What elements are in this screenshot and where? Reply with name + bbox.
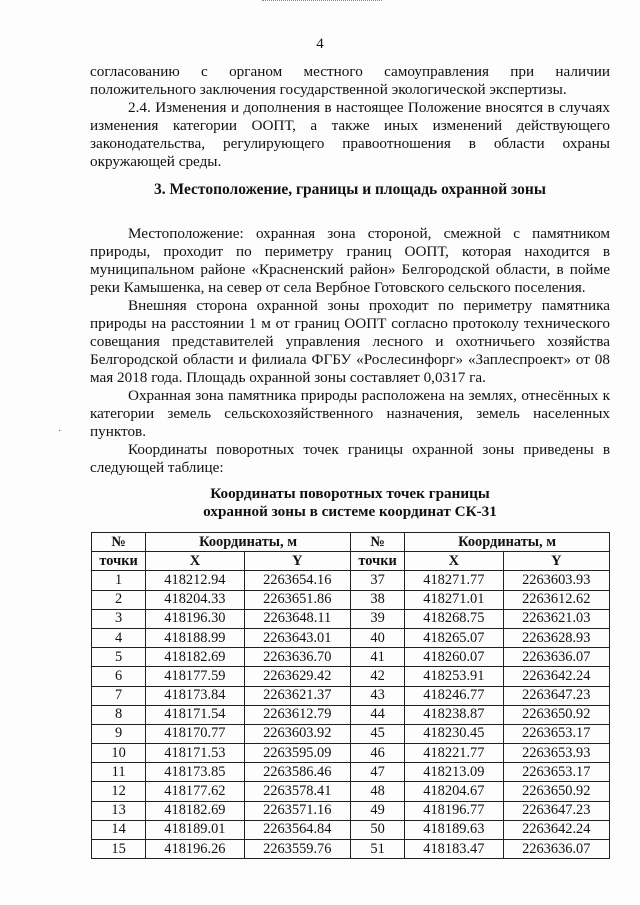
- cell-x: 418170.77: [146, 724, 244, 743]
- header-point-label-2: точки: [350, 552, 404, 571]
- cell-y: 2263642.24: [503, 820, 609, 839]
- paragraph-outer-boundary: Внешняя сторона охранной зоны проходит по периметру памятника природы на расстоянии 1 м от границ ООПТ согласно протоколу технического совещания представителей управления лесного и охотничьего хозяйства Белгородской области и филиала ФГБУ «Рослесинфорг» «Заплеспроект» от 08 мая 2018 года. Площадь охранной зоны составляет 0,0317 га.: [90, 297, 610, 386]
- cell-point-number: 8: [92, 705, 146, 724]
- cell-point-number: 5: [92, 648, 146, 667]
- header-point-number-2: №: [350, 533, 404, 552]
- cell-point-number: 1: [92, 571, 146, 590]
- cell-x: 418204.33: [146, 590, 244, 609]
- cell-y: 2263636.07: [503, 648, 609, 667]
- cell-x: 418171.53: [146, 744, 244, 763]
- cell-y: 2263621.37: [244, 686, 350, 705]
- cell-y: 2263612.79: [244, 705, 350, 724]
- cell-point-number: 9: [92, 724, 146, 743]
- cell-point-number: 42: [350, 667, 404, 686]
- table-header-row-2: [92, 552, 610, 571]
- cell-y: 2263653.17: [503, 763, 609, 782]
- cell-x: 418171.54: [146, 705, 244, 724]
- table-row: [92, 667, 610, 686]
- cell-x: 418238.87: [405, 705, 503, 724]
- table-title-line-1: Координаты поворотных точек границы: [210, 485, 490, 502]
- cell-y: 2263653.93: [503, 744, 609, 763]
- table-title-line-2: охранной зоны в системе координат СК-31: [203, 503, 497, 520]
- cell-y: 2263564.84: [244, 820, 350, 839]
- table-row: [92, 801, 610, 820]
- cell-y: 2263650.92: [503, 705, 609, 724]
- cell-y: 2263636.70: [244, 648, 350, 667]
- cell-x: 418183.47: [405, 840, 503, 859]
- table-row: [92, 782, 610, 801]
- cell-point-number: 6: [92, 667, 146, 686]
- cell-point-number: 44: [350, 705, 404, 724]
- cell-x: 418196.77: [405, 801, 503, 820]
- cell-x: 418260.07: [405, 648, 503, 667]
- cell-y: 2263648.11: [244, 609, 350, 628]
- cell-point-number: 13: [92, 801, 146, 820]
- cell-point-number: 11: [92, 763, 146, 782]
- cell-x: 418246.77: [405, 686, 503, 705]
- cell-x: 418188.99: [146, 628, 244, 647]
- header-coordinates: Координаты, м: [146, 533, 351, 552]
- header-x: X: [146, 552, 244, 571]
- cell-point-number: 14: [92, 820, 146, 839]
- cell-y: 2263653.17: [503, 724, 609, 743]
- table-row: [92, 609, 610, 628]
- cell-x: 418182.69: [146, 801, 244, 820]
- cell-point-number: 2: [92, 590, 146, 609]
- cell-x: 418177.59: [146, 667, 244, 686]
- cell-x: 418265.07: [405, 628, 503, 647]
- cell-point-number: 41: [350, 648, 404, 667]
- cell-y: 2263651.86: [244, 590, 350, 609]
- table-row: [92, 648, 610, 667]
- cell-y: 2263571.16: [244, 801, 350, 820]
- cell-point-number: 47: [350, 763, 404, 782]
- table-title: [90, 485, 610, 521]
- header-coordinates-2: Координаты, м: [405, 533, 610, 552]
- table-row: [92, 840, 610, 859]
- scan-top-mark: [262, 0, 382, 3]
- cell-x: 418213.09: [405, 763, 503, 782]
- cell-x: 418196.30: [146, 609, 244, 628]
- cell-y: 2263621.03: [503, 609, 609, 628]
- table-row: [92, 571, 610, 590]
- cell-point-number: 49: [350, 801, 404, 820]
- cell-x: 418204.67: [405, 782, 503, 801]
- scan-stray-mark: ·: [58, 426, 62, 437]
- cell-point-number: 37: [350, 571, 404, 590]
- cell-point-number: 50: [350, 820, 404, 839]
- paragraph-1-line-1: согласованию с органом местного самоуправления при наличии: [90, 63, 610, 80]
- cell-point-number: 4: [92, 628, 146, 647]
- cell-x: 418230.45: [405, 724, 503, 743]
- cell-x: 418173.85: [146, 763, 244, 782]
- cell-y: 2263603.93: [503, 571, 609, 590]
- table-row: [92, 686, 610, 705]
- cell-point-number: 46: [350, 744, 404, 763]
- table-row: [92, 724, 610, 743]
- cell-x: 418221.77: [405, 744, 503, 763]
- cell-x: 418189.01: [146, 820, 244, 839]
- cell-point-number: 38: [350, 590, 404, 609]
- cell-point-number: 10: [92, 744, 146, 763]
- cell-x: 418173.84: [146, 686, 244, 705]
- table-row: [92, 744, 610, 763]
- cell-point-number: 43: [350, 686, 404, 705]
- table-row: [92, 628, 610, 647]
- header-y: Y: [244, 552, 350, 571]
- cell-y: 2263559.76: [244, 840, 350, 859]
- cell-point-number: 39: [350, 609, 404, 628]
- cell-point-number: 48: [350, 782, 404, 801]
- table-row: [92, 705, 610, 724]
- cell-x: 418177.62: [146, 782, 244, 801]
- cell-point-number: 7: [92, 686, 146, 705]
- coordinates-table: [91, 532, 610, 859]
- cell-x: 418196.26: [146, 840, 244, 859]
- cell-x: 418182.69: [146, 648, 244, 667]
- cell-x: 418271.01: [405, 590, 503, 609]
- section-heading: 3. Местоположение, границы и площадь охранной зоны: [154, 181, 546, 198]
- table-row: [92, 820, 610, 839]
- cell-y: 2263643.01: [244, 628, 350, 647]
- paragraph-coordinates-intro: Координаты поворотных точек границы охранной зоны приведены в следующей таблице:: [90, 441, 610, 476]
- paragraph-1-line-2: положительного заключения государственной экологической экспертизы.: [90, 81, 567, 98]
- cell-x: 418253.91: [405, 667, 503, 686]
- cell-y: 2263647.23: [503, 801, 609, 820]
- cell-point-number: 12: [92, 782, 146, 801]
- cell-x: 418271.77: [405, 571, 503, 590]
- cell-y: 2263650.92: [503, 782, 609, 801]
- cell-y: 2263603.92: [244, 724, 350, 743]
- page-number: 4: [316, 36, 324, 52]
- cell-point-number: 45: [350, 724, 404, 743]
- cell-x: 418268.75: [405, 609, 503, 628]
- header-x-2: X: [405, 552, 503, 571]
- cell-y: 2263629.42: [244, 667, 350, 686]
- cell-point-number: 3: [92, 609, 146, 628]
- cell-y: 2263654.16: [244, 571, 350, 590]
- header-point-label: точки: [92, 552, 146, 571]
- paragraph-location: Местоположение: охранная зона стороной, смежной с памятником природы, проходит по периметру границ ООПТ, которая находится в муниципальном районе «Красненский район» Белгородской области, в пойме реки Камышенка, на север от села Вербное Готовского сельского поселения.: [90, 225, 610, 296]
- cell-y: 2263636.07: [503, 840, 609, 859]
- coordinates-table-body: [92, 571, 610, 859]
- cell-y: 2263595.09: [244, 744, 350, 763]
- cell-point-number: 51: [350, 840, 404, 859]
- cell-x: 418189.63: [405, 820, 503, 839]
- cell-y: 2263586.46: [244, 763, 350, 782]
- cell-point-number: 15: [92, 840, 146, 859]
- table-row: [92, 590, 610, 609]
- header-point-number: №: [92, 533, 146, 552]
- cell-y: 2263642.24: [503, 667, 609, 686]
- cell-y: 2263612.62: [503, 590, 609, 609]
- cell-y: 2263578.41: [244, 782, 350, 801]
- table-row: [92, 763, 610, 782]
- header-y-2: Y: [503, 552, 609, 571]
- cell-point-number: 40: [350, 628, 404, 647]
- cell-x: 418212.94: [146, 571, 244, 590]
- cell-y: 2263647.23: [503, 686, 609, 705]
- paragraph-land-category: Охранная зона памятника природы расположена на землях, отнесённых к категории земель сельскохозяйственного назначения, земель населенных пунктов.: [90, 387, 610, 440]
- cell-y: 2263628.93: [503, 628, 609, 647]
- table-header-row-1: [92, 533, 610, 552]
- paragraph-2-4: 2.4. Изменения и дополнения в настоящее Положение вносятся в случаях изменения категории ООПТ, а также иных изменений действующего законодательства, регулирующего правоотношения в области охраны окружающей среды.: [90, 99, 610, 170]
